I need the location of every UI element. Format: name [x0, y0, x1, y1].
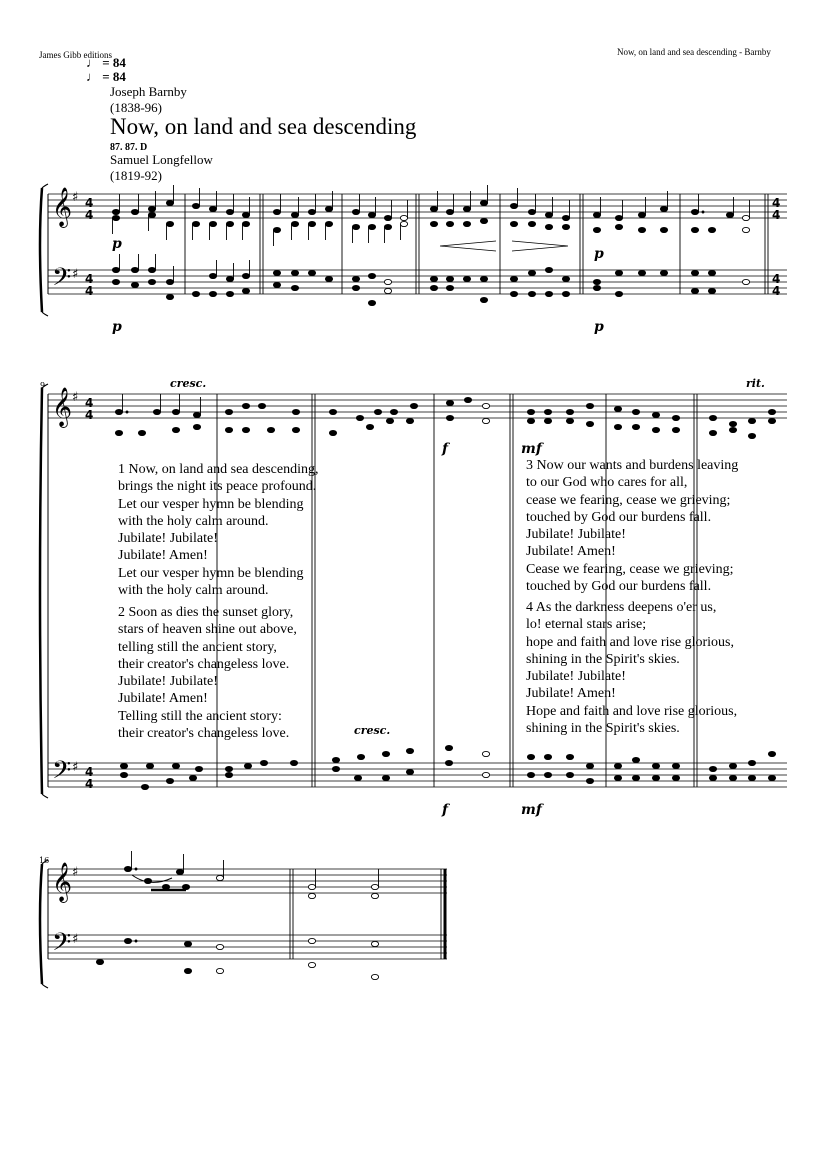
svg-text:4: 4: [85, 196, 94, 210]
verse-3-line: 3 Now our wants and burdens leaving: [526, 458, 739, 473]
dynamic-mf-1: mf: [521, 441, 542, 457]
composer-dates: (1838-96): [110, 100, 162, 115]
verse-1-line: Jubilate! Jubilate!: [118, 531, 218, 547]
svg-text:♯: ♯: [72, 267, 79, 282]
verse-2-line: stars of heaven shine out above,: [118, 622, 297, 638]
rit-1: rit.: [746, 377, 765, 390]
verse-4-line: shining in the Spirit's skies.: [526, 721, 680, 737]
verse-1: [118, 461, 318, 599]
verse-2-line: 2 Soon as dies the sunset glory,: [118, 605, 294, 620]
verse-1-line: Let our vesper hymn be blending: [118, 496, 304, 512]
verse-1-line: brings the night its peace profound.: [118, 479, 317, 495]
verse-4-line: Jubilate! Jubilate!: [526, 669, 626, 685]
hymn-title: Now, on land and sea descending: [110, 114, 417, 139]
dynamic-mf-2: mf: [521, 802, 542, 818]
svg-text:4: 4: [772, 272, 781, 286]
tempo-marking-1: ♩ = 84: [86, 55, 126, 70]
verse-1-line: Let our vesper hymn be blending: [118, 565, 304, 581]
svg-text:4: 4: [85, 408, 94, 422]
dynamic-f-2: f: [442, 802, 449, 818]
verse-2-line: Jubilate! Amen!: [118, 691, 208, 707]
cresc-1: cresc.: [170, 377, 207, 390]
verse-4-line: 4 As the darkness deepens o'er us,: [526, 600, 717, 615]
system-3-notes: [96, 851, 378, 980]
verse-1-line: Jubilate! Amen!: [118, 548, 208, 564]
svg-text:𝄢: 𝄢: [52, 756, 72, 791]
verse-2: [118, 604, 297, 742]
publisher-credit: James Gibb editions: [39, 50, 112, 60]
svg-text:𝄞: 𝄞: [52, 387, 73, 427]
dynamic-f-1: f: [442, 441, 449, 457]
svg-text:4: 4: [85, 396, 94, 410]
dynamic-p-1: p: [112, 236, 122, 252]
svg-text:♯: ♯: [72, 932, 79, 947]
svg-text:♯: ♯: [72, 865, 79, 880]
hymn-meter: 87. 87. D: [110, 142, 148, 153]
svg-text:4: 4: [85, 284, 94, 298]
system-3-barlines: [290, 869, 445, 959]
verse-3-line: Jubilate! Jubilate!: [526, 527, 626, 543]
verse-1-line: with the holy calm around.: [118, 583, 269, 599]
verse-1-line: with the holy calm around.: [118, 513, 269, 529]
system-brackets: [40, 184, 48, 988]
verse-4: [526, 599, 737, 737]
verse-4-line: shining in the Spirit's skies.: [526, 651, 680, 667]
lyricist-name: Samuel Longfellow: [110, 152, 213, 167]
composer-name: Joseph Barnby: [110, 84, 187, 99]
svg-text:4: 4: [772, 196, 781, 210]
running-title: Now, on land and sea descending - Barnby: [617, 47, 771, 57]
verse-2-line: Telling still the ancient story:: [118, 708, 282, 724]
verse-2-line: telling still the ancient story,: [118, 639, 277, 655]
hairpins: [440, 241, 568, 251]
svg-text:𝄞: 𝄞: [52, 862, 73, 902]
verse-4-line: Hope and faith and love rise glorious,: [526, 703, 738, 719]
svg-text:𝄢: 𝄢: [52, 263, 72, 298]
dynamic-p-4: p: [594, 319, 604, 335]
lyricist-dates: (1819-92): [110, 168, 162, 183]
cresc-2: cresc.: [354, 724, 391, 737]
dynamic-p-3: p: [112, 319, 122, 335]
verse-2-line: their creator's changeless love.: [118, 726, 290, 742]
svg-text:4: 4: [85, 208, 94, 222]
svg-text:4: 4: [85, 765, 94, 779]
svg-text:4: 4: [772, 284, 781, 298]
dynamic-p-2: p: [594, 246, 604, 262]
verse-4-line: lo! eternal stars arise;: [526, 617, 647, 633]
svg-text:𝄞: 𝄞: [52, 187, 73, 227]
verse-4-line: Jubilate! Amen!: [526, 686, 616, 702]
verse-2-line: Jubilate! Jubilate!: [118, 674, 218, 690]
verse-2-line: their creator's changeless love.: [118, 656, 290, 672]
tempo-marking-2: ♩ = 84: [86, 69, 126, 84]
svg-text:4: 4: [85, 777, 94, 791]
svg-text:4: 4: [85, 272, 94, 286]
svg-text:♯: ♯: [72, 190, 79, 205]
svg-text:𝄢: 𝄢: [52, 928, 72, 963]
system-1-staves: [48, 194, 787, 294]
measure-number-9: 9: [40, 381, 46, 390]
verse-3-line: touched by God our burdens fall.: [526, 579, 712, 595]
svg-text:♯: ♯: [72, 390, 79, 405]
svg-text:4: 4: [772, 208, 781, 222]
system-1-notes: [112, 185, 749, 306]
measure-number-16: 16: [39, 856, 50, 865]
verse-3-line: to our God who cares for all,: [526, 475, 688, 491]
verse-3-line: Jubilate! Amen!: [526, 544, 616, 560]
verse-3-line: touched by God our burdens fall.: [526, 509, 712, 525]
verse-3-line: Cease we fearing, cease we grieving;: [526, 561, 734, 577]
verse-3-line: cease we fearing, cease we grieving;: [526, 492, 731, 508]
verse-4-line: hope and faith and love rise glorious,: [526, 634, 735, 650]
system-3-staves: [48, 869, 447, 959]
verse-3: [526, 457, 738, 595]
svg-text:♯: ♯: [72, 760, 79, 775]
verse-1-line: 1 Now, on land and sea descending,: [118, 462, 319, 477]
system-1-barlines: [185, 194, 768, 294]
